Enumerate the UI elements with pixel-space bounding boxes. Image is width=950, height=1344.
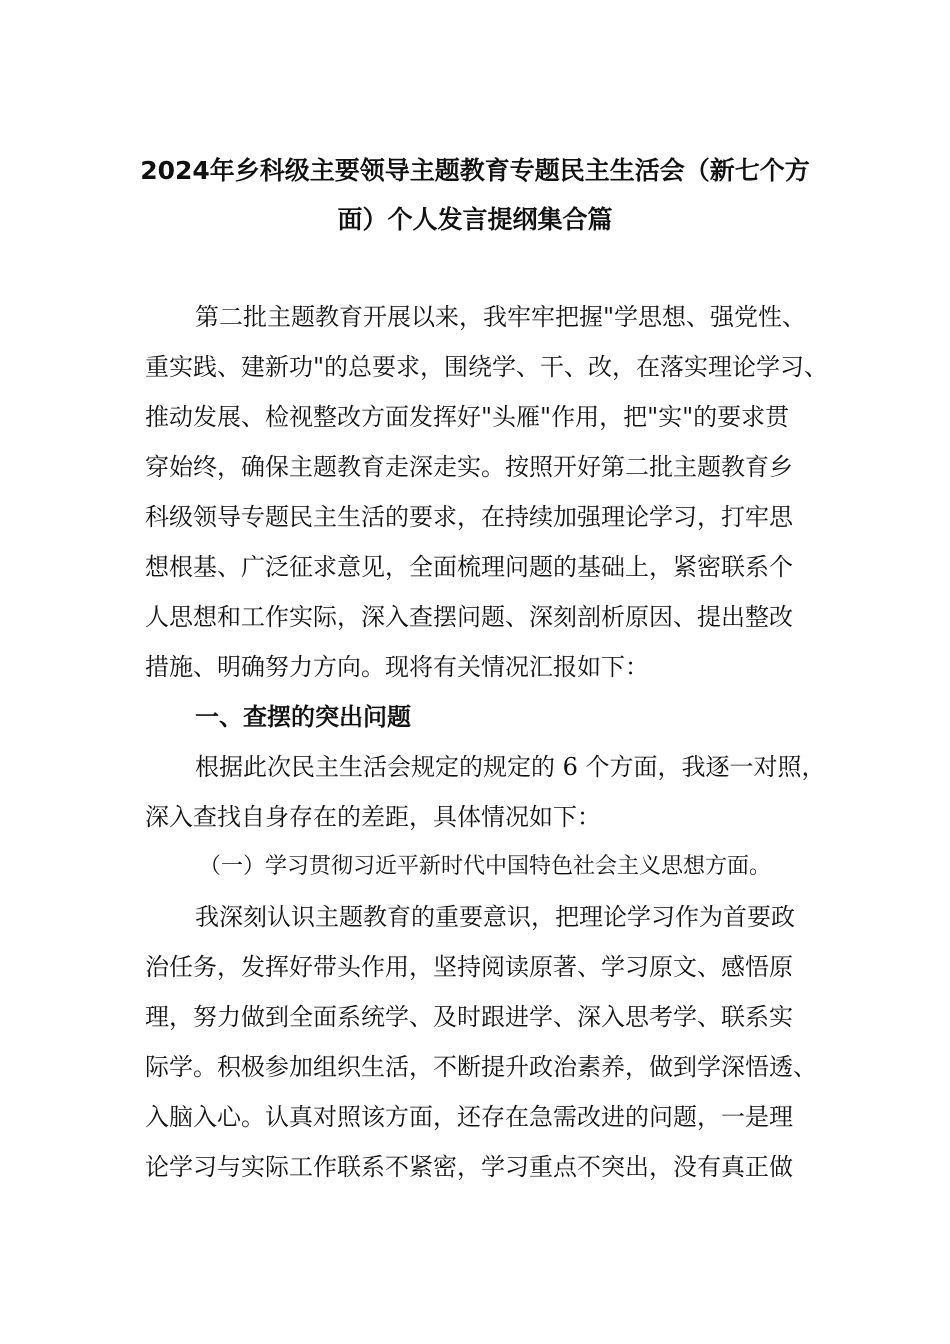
paragraph-line: 理，努力做到全面系统学、及时跟进学、深入思考学、联系实 — [145, 1003, 793, 1031]
section-heading: 一、查摆的突出问题 — [195, 703, 411, 731]
paragraph-line: 论学习与实际工作联系不紧密，学习重点不突出，没有真正做 — [145, 1153, 793, 1181]
document-title-line-1: 2024年乡科级主要领导主题教育专题民主生活会（新七个方 — [140, 156, 810, 185]
paragraph-line: 想根基、广泛征求意见，全面梳理问题的基础上，紧密联系个 — [145, 553, 793, 581]
paragraph-line: 科级领导专题民主生活的要求，在持续加强理论学习，打牢思 — [145, 503, 793, 531]
paragraph-line: 根据此次民主生活会规定的规定的 6 个方面，我逐一对照， — [195, 753, 826, 781]
document-title-line-2: 面）个人发言提纲集合篇 — [337, 205, 613, 234]
paragraph-line: 重实践、建新功"的总要求，围绕学、干、改，在落实理论学习、 — [145, 353, 829, 381]
paragraph-line: 第二批主题教育开展以来，我牢牢把握"学思想、强党性、 — [195, 303, 807, 331]
paragraph-line: 际学。积极参加组织生活，不断提升政治素养，做到学深悟透、 — [145, 1053, 817, 1081]
paragraph-line: 我深刻认识主题教育的重要意识，把理论学习作为首要政 — [195, 903, 795, 931]
paragraph-line: 措施、明确努力方向。现将有关情况汇报如下： — [145, 653, 649, 681]
paragraph-line: 入脑入心。认真对照该方面，还存在急需改进的问题，一是理 — [145, 1103, 793, 1131]
paragraph-line: 深入查找自身存在的差距，具体情况如下： — [145, 803, 601, 831]
paragraph-line: 治任务，发挥好带头作用，坚持阅读原著、学习原文、感悟原 — [145, 953, 793, 981]
paragraph-line: 人思想和工作实际，深入查摆问题、深刻剖析原因、提出整改 — [145, 603, 793, 631]
paragraph-line: 穿始终，确保主题教育走深走实。按照开好第二批主题教育乡 — [145, 453, 793, 481]
subsection-heading: （一）学习贯彻习近平新时代中国特色社会主义思想方面。 — [199, 854, 772, 879]
paragraph-line: 推动发展、检视整改方面发挥好"头雁"作用，把"实"的要求贯 — [145, 403, 790, 431]
